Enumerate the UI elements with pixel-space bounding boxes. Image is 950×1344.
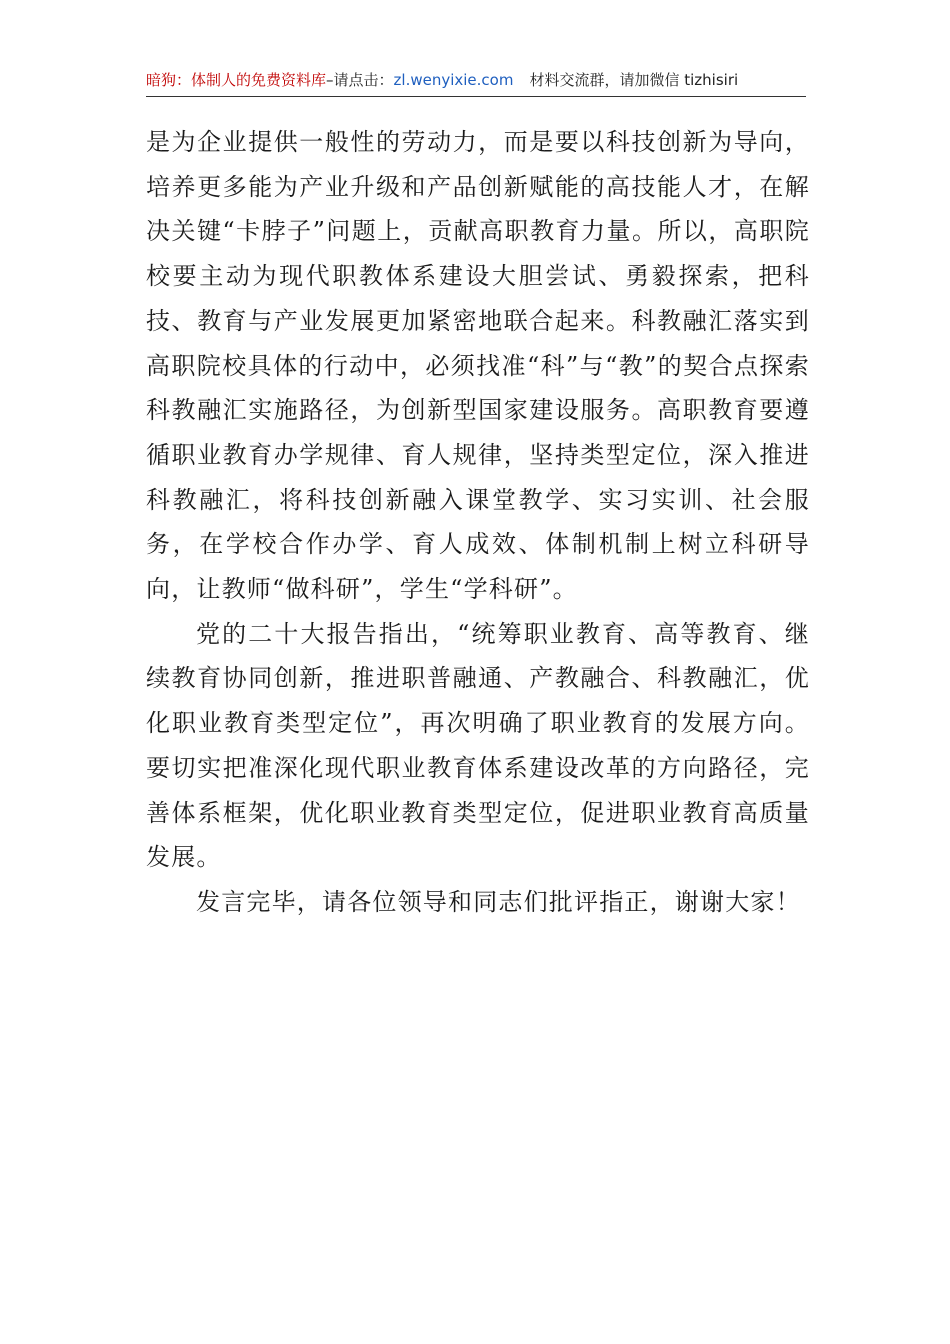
header-wechat-note: 材料交流群，请加微信 tizhisiri <box>529 71 739 89</box>
paragraph-closing: 发言完毕，请各位领导和同志们批评指正，谢谢大家！ <box>196 887 801 916</box>
paragraph-report-quote: 党的二十大报告指出，“统筹职业教育、高等教育、继续教育协同创新，推进职普融通、产教融合、科教融汇，优化职业教育类型定位”，再次明确了职业教育的发展方向。要切实把准深化现代职业教育体系建设改革的方向路径，完善体系框架，优化职业教育类型定位，促进职业教育高质量发展。 <box>146 619 810 872</box>
header-link[interactable]: zl.wenyixie.com <box>393 71 514 89</box>
header-brand: 暗狗：体制人的免费资料库 <box>146 71 327 89</box>
header-prompt: –请点击： <box>326 71 394 89</box>
paragraph-continued: 是为企业提供一般性的劳动力，而是要以科技创新为导向，培养更多能为产业升级和产品创新赋能的高技能人才，在解决关键“卡脖子”问题上，贡献高职教育力量。所以，高职院校要主动为现代职教体系建设大胆尝试、勇毅探索，把科技、教育与产业发展更加紧密地联合起来。科教融汇落实到高职院校具体的行动中，必须找准“科”与“教”的契合点探索科教融汇实施路径，为创新型国家建设服务。高职教育要遵循职业教育办学规律、育人规律，坚持类型定位，深入推进科教融汇，将科技创新融入课堂教学、实习实训、社会服务，在学校合作办学、育人成效、体制机制上树立科研导向，让教师“做科研”，学生“学科研”。 <box>146 128 810 604</box>
page-header <box>146 66 806 97</box>
document-body <box>146 120 810 925</box>
